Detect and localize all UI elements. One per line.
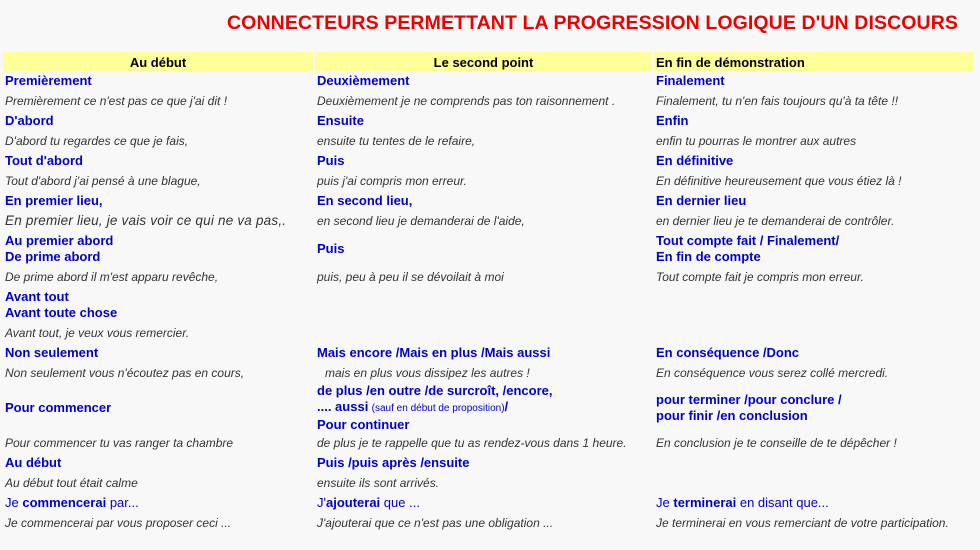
connector-term: Puis [317,241,345,256]
connector-term-part: en disant que... [739,495,829,510]
example-sentence: Je commencerai par vous proposer ceci ... [5,516,232,530]
column-header-au-debut: Au début [3,52,315,71]
example-sentence: Deuxièmement je ne comprends pas ton raisonnement . [317,94,616,108]
column-header-second-point: Le second point [315,52,654,71]
example-sentence: puis j'ai compris mon erreur. [317,174,467,188]
example-sentence: puis, peu à peu il se dévoilait à moi [317,270,504,284]
connector-term: pour finir /en conclusion [656,408,808,423]
connector-term: D'abord [5,113,54,128]
example-row [3,267,976,287]
usage-note: (sauf en début de proposition) [371,403,505,414]
example-row [3,211,976,231]
connector-term: Non seulement [5,345,99,360]
connector-row [3,343,976,363]
example-row [3,131,976,151]
example-sentence: Avant tout, je veux vous remercier. [5,326,190,340]
example-sentence: D'abord tu regardes ce que je fais, [5,134,189,148]
example-sentence: mais en plus vous dissipez les autres ! [325,366,530,380]
connector-term: Premièrement [5,73,92,88]
connector-term: En second lieu, [317,193,413,208]
connector-term: Finalement [656,73,725,88]
connector-term: Pour commencer [5,400,112,415]
example-row [3,473,976,493]
connector-term: En fin de compte [656,249,761,264]
connector-term: Pour continuer [317,417,410,432]
connector-term: ajouterai [325,495,381,510]
connector-row [3,383,976,433]
example-sentence: Tout compte fait je compris mon erreur. [656,270,864,284]
connector-term: En premier lieu, [5,193,103,208]
connector-row [3,191,976,211]
connector-row [3,111,976,131]
example-sentence: Finalement, tu n'en fais toujours qu'à ta tête !! [656,94,899,108]
connector-row [3,453,976,473]
example-sentence: En conséquence vous serez collé mercredi. [656,366,889,380]
example-sentence: Tout d'abord j'ai pensé à une blague, [5,174,201,188]
example-row [3,91,976,111]
example-row [3,323,976,343]
connector-term: de plus /en outre /de surcroît, /encore, [317,383,553,398]
example-sentence: ensuite tu tentes de le refaire, [317,134,476,148]
connector-term: En définitive [656,153,734,168]
connector-row [3,287,976,323]
connector-term: Au premier abord [5,233,114,248]
connectors-table [3,52,976,533]
column-header-fin-demonstration: En fin de démonstration [654,52,976,71]
example-sentence: Je terminerai en vous remerciant de votre participation. [656,516,949,530]
connector-term: De prime abord [5,249,101,264]
connector-term: Enfin [656,113,689,128]
connector-row [3,493,976,513]
example-row [3,433,976,453]
connector-term: Au début [5,455,62,470]
page-title: CONNECTEURS PERMETTANT LA PROGRESSION LOGIQUE D'UN DISCOURS [227,12,958,34]
connector-term-part: par... [109,495,139,510]
connector-term-part: J' [317,495,326,510]
example-row [3,171,976,191]
connector-term: En conséquence /Donc [656,345,800,360]
example-sentence: Au début tout était calme [5,476,138,490]
example-sentence: J'ajouterai que ce n'est pas une obligation ... [317,516,554,530]
example-sentence: enfin tu pourras le montrer aux autres [656,134,857,148]
example-row [3,363,976,383]
connector-term: pour terminer /pour conclure / [656,392,842,407]
example-sentence: Non seulement vous n'écoutez pas en cours, [5,366,245,380]
connector-row [3,231,976,267]
connector-term-part: Je [656,495,670,510]
connector-term-part: que ... [383,495,420,510]
connector-term: Tout d'abord [5,153,83,168]
connector-term: .... aussi [317,399,369,414]
example-sentence: Premièrement ce n'est pas ce que j'ai dit ! [5,94,228,108]
connector-term: Avant tout [5,289,69,304]
example-sentence: de plus je te rappelle que tu as rendez-vous dans 1 heure. [317,436,627,450]
connector-row [3,71,976,91]
example-sentence: En définitive heureusement que vous étiez là ! [656,174,902,188]
connector-term: commencerai [22,495,107,510]
example-sentence: en dernier lieu je te demanderai de contrôler. [656,214,895,228]
example-row [3,513,976,533]
example-sentence: En premier lieu, je vais voir ce qui ne va pas,. [5,213,287,228]
connector-separator: / [504,399,509,414]
connector-term: Mais encore /Mais en plus /Mais aussi [317,345,551,360]
example-sentence: Pour commencer tu vas ranger ta chambre [5,436,234,450]
example-sentence: en second lieu je demanderai de l'aide, [317,214,525,228]
connector-term: Puis /puis après /ensuite [317,455,470,470]
connector-term: En dernier lieu [656,193,747,208]
connector-row [3,151,976,171]
connector-term: Puis [317,153,345,168]
example-sentence: En conclusion je te conseille de te dépêcher ! [656,436,897,450]
connector-term-part: Je [5,495,19,510]
connector-term: Deuxièmement [317,73,410,88]
example-sentence: ensuite ils sont arrivés. [317,476,440,490]
header-row [3,52,976,71]
connector-term: Avant toute chose [5,305,118,320]
connector-term: Tout compte fait / Finalement/ [656,233,840,248]
connector-term: terminerai [673,495,737,510]
connector-term: Ensuite [317,113,364,128]
example-sentence: De prime abord il m'est apparu revêche, [5,270,219,284]
